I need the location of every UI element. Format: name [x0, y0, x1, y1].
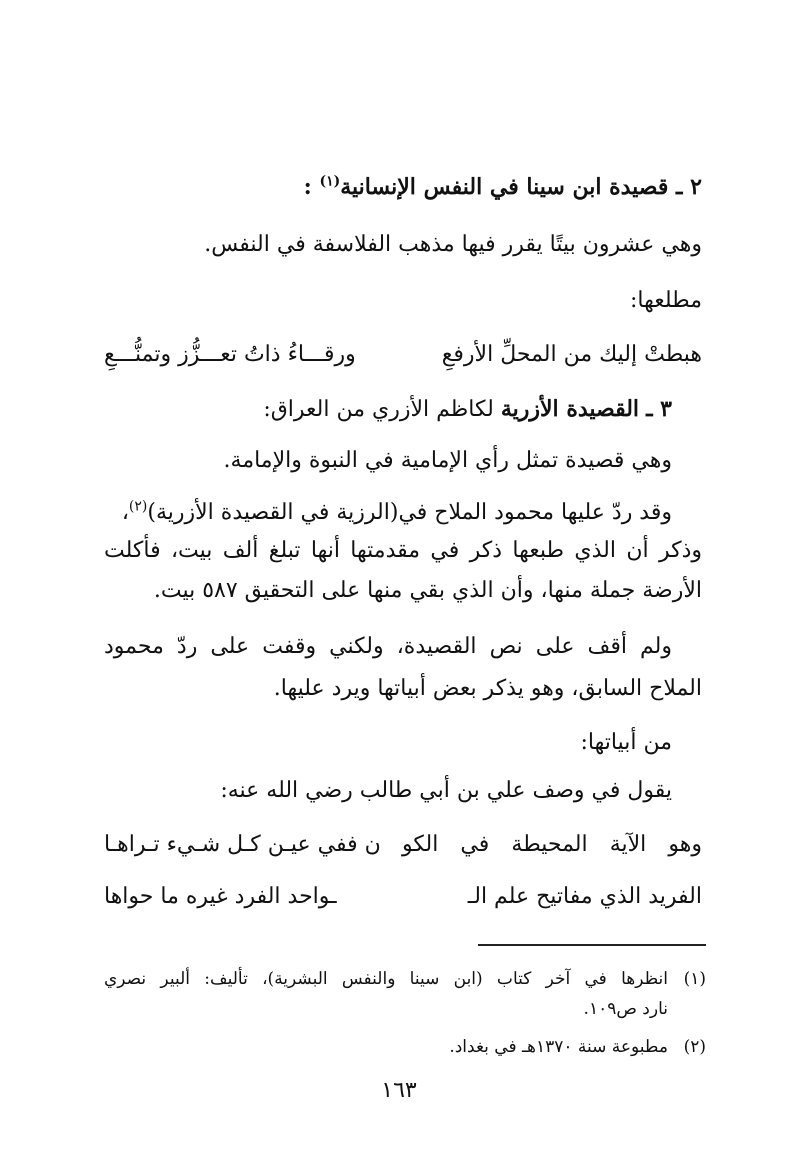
section-3-heading — [96, 394, 672, 425]
footnote-ref-1[interactable]: (١) — [319, 173, 341, 190]
heading-colon: : — [303, 174, 312, 200]
verse-1-second-hemistich: ورقـــاءُ ذاتُ تعـــزُّز وتمنُّـــعِ — [104, 342, 356, 367]
verse-3-second-hemistich: ـواحد الفرد غيره ما حواها — [104, 884, 337, 909]
para-1-line-1 — [96, 498, 672, 528]
footnote-separator — [478, 944, 706, 946]
para-2-line-2: الملاح السابق، وهو يذكر بعض أبياتها ويرد عليها. — [273, 676, 702, 701]
section-2-description: وهي عشرون بيتًا يقرر فيها مذهب الفلاسفة في النفس. — [204, 232, 702, 257]
para-1-line-2: وذكر أن الذي طبعها ذكر في مقدمتها أنها تبلغ ألف بيت، فأكلت — [104, 538, 702, 563]
footnote-2-number: (٢) — [683, 1037, 706, 1057]
verse-1-first-hemistich: هبطتْ إليك من المحلِّ الأرفعِ — [441, 342, 702, 367]
verse-2-first-hemistich: وهو الآية المحيطة في الكو — [402, 832, 702, 857]
footnote-1-line-1: انظرها في آخر كتاب (ابن سينا والنفس البشرية)، تأليف: ألبير نصري — [104, 969, 668, 989]
para-1-line-3: الأرضة جملة منها، وأن الذي بقي منها على التحقيق ٥٨٧ بيت. — [153, 578, 702, 603]
opening-label: مطلعها: — [630, 288, 702, 313]
page-number: ١٦٣ — [381, 1078, 417, 1103]
footnote-1-number: (١) — [683, 969, 706, 989]
section-2-heading-text: ٢ ـ قصيدة ابن سينا في النفس الإنسانية — [340, 174, 702, 200]
section-3-title: القصيدة الأزرية — [500, 396, 640, 422]
footnote-2-line-1: مطبوعة سنة ١٣٧٠هـ في بغداد. — [449, 1037, 668, 1057]
footnote-ref-2[interactable]: (٢) — [128, 498, 148, 515]
verse-2-second-hemistich: ن ففي عيـن كـل شـيء تـراهـا — [104, 832, 381, 857]
section-3-title-rest: لكاظم الأزري من العراق: — [263, 397, 494, 422]
says-line: يقول في وصف علي بن أبي طالب رضي الله عنه: — [220, 778, 672, 803]
para-2-line-1: ولم أقف على نص القصيدة، ولكني وقفت على ردّ محمود — [104, 634, 672, 659]
section-2-heading — [96, 172, 702, 202]
footnote-1-line-2: نارد ص١٠٩. — [583, 999, 668, 1019]
from-verses-label: من أبياتها: — [580, 730, 672, 755]
section-3-description: وهي قصيدة تمثل رأي الإمامية في النبوة والإمامة. — [223, 448, 672, 473]
verse-3-first-hemistich: الفريد الذي مفاتيح علم الـ — [467, 884, 702, 909]
section-3-number: ٣ ـ — [646, 396, 672, 422]
para-1-line-1-end: ، — [121, 500, 129, 525]
para-1-line-1-text: وقد ردّ عليها محمود الملاح في(الرزية في القصيدة الأزرية) — [147, 500, 672, 525]
